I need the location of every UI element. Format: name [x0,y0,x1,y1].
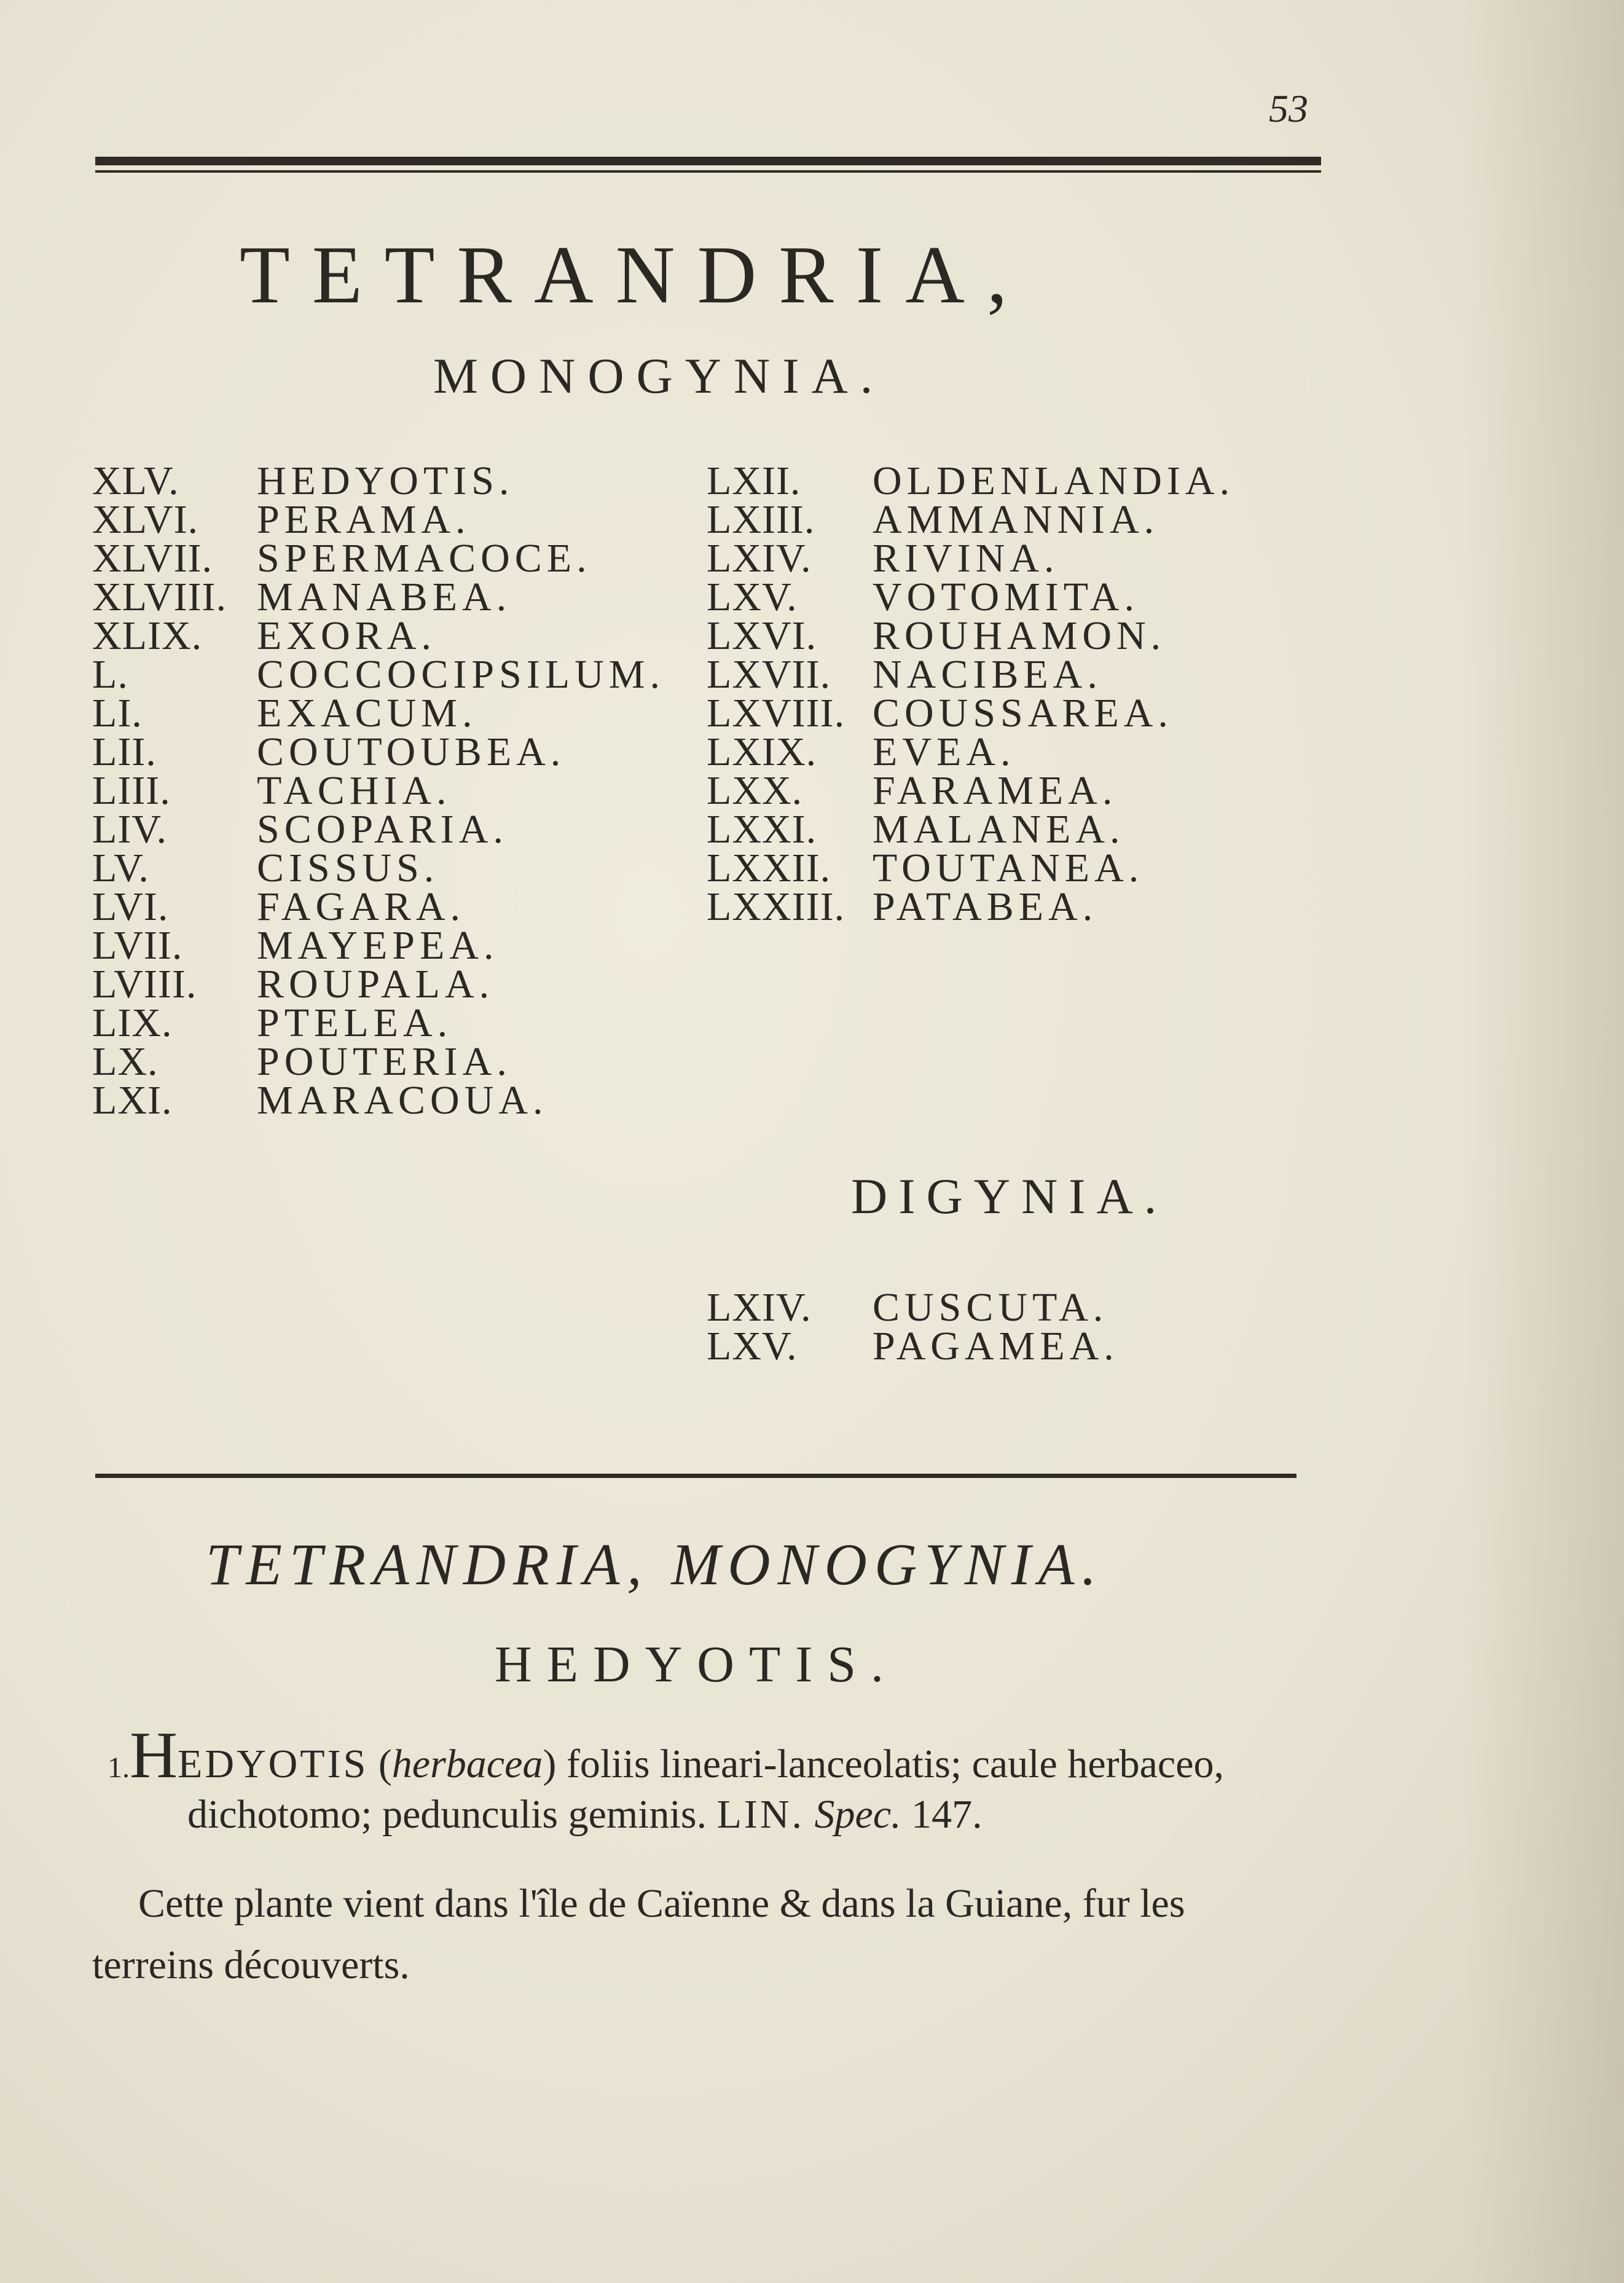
index-left-item-genus: FAGARA. [257,884,465,929]
entry-epithet: herbacea [391,1742,543,1786]
entry-number: 1. [108,1751,130,1784]
index-right-item-number: LXXII. [707,846,831,890]
index-right-item-genus: NACIBEA. [873,652,1102,697]
page-subtitle: MONOGYNIA. [433,348,885,404]
index-left-item-genus: MARACOUA. [257,1078,548,1123]
section-rule [95,1474,1296,1478]
index-right-item-genus: OLDENLANDIA. [873,458,1235,503]
entry-page-ref: 147. [901,1792,983,1837]
index-left-item-number: XLVII. [92,536,213,581]
index-left-item-genus: COCCOCIPSILUM. [257,652,665,697]
index-right-item-number: LXX. [707,768,803,813]
digynia-item-genus: PAGAMEA. [873,1324,1119,1369]
entry-genus-name: EDYOTIS [178,1742,369,1786]
index-left-item-number: LXI. [92,1078,173,1123]
index-right-item-number: LXV. [707,575,798,619]
index-left-item-genus: POUTERIA. [257,1039,512,1084]
index-left-item-number: LX. [92,1039,159,1084]
digynia-heading: DIGYNIA. [851,1168,1168,1224]
index-left-item-number: LII. [92,729,157,774]
entry-work: Spec. [814,1792,901,1837]
index-left-item-genus: EXACUM. [257,691,477,736]
entry-paren: ( [368,1742,392,1786]
header-rule [95,157,1321,165]
index-right-item-genus: VOTOMITA. [873,575,1139,619]
digynia-item-number: LXIV. [707,1285,812,1330]
index-left-item-number: LIII. [92,768,171,813]
index-right-item-genus: RIVINA. [873,536,1059,581]
index-left-item-number: LVII. [92,923,183,968]
index-left-item-genus: MAYEPEA. [257,923,499,968]
index-right-item-number: LXII. [707,458,801,503]
index-left-item-genus: SCOPARIA. [257,807,508,852]
index-left-item-genus: COUTOUBEA. [257,729,566,774]
index-right-item-genus: AMMANNIA. [873,497,1159,542]
index-right-item-genus: TOUTANEA. [873,846,1144,890]
index-right-item-number: LXVII. [707,652,831,697]
index-left-item-genus: PERAMA. [257,497,471,542]
index-left-item-number: LV. [92,846,149,890]
index-left-item-number: L. [92,652,128,697]
paragraph-line-2: terreins découverts. [92,1943,410,1987]
index-right-item-number: LXVIII. [707,691,845,736]
index-left-item-number: LIX. [92,1000,173,1045]
index-left-item-genus: SPERMACOCE. [257,536,592,581]
digynia-item-genus: CUSCUTA. [873,1285,1108,1330]
index-left-item-number: LVIII. [92,962,197,1007]
index-right-item-genus: EVEA. [873,729,1016,774]
genus-heading: HEDYOTIS. [495,1636,898,1693]
index-right-item-number: LXIII. [707,497,815,542]
header-rule-thin [95,170,1321,173]
index-right-item-number: LXXIII. [707,884,845,929]
entry-description-2: dichotomo; pedunculis geminis. [187,1792,717,1837]
index-left-item-number: XLVIII. [92,575,227,619]
index-left-item-genus: HEDYOTIS. [257,458,514,503]
index-right-item-genus: MALANEA. [873,807,1125,852]
index-right-item-genus: COUSSAREA. [873,691,1173,736]
page-title: TETRANDRIA, [240,229,1030,320]
index-left-item-number: XLVI. [92,497,199,542]
index-left-item-genus: CISSUS. [257,846,439,890]
index-left-item-number: LI. [92,691,143,736]
index-left-item-genus: TACHIA. [257,768,452,813]
index-left-item-number: XLIX. [92,613,203,658]
index-left-item-genus: MANABEA. [257,575,512,619]
index-left-item-number: LVI. [92,884,169,929]
index-left-item-genus: EXORA. [257,613,436,658]
index-left-item-number: XLV. [92,458,179,503]
index-right-item-number: LXXI. [707,807,817,852]
entry-initial: H [130,1719,178,1792]
index-right-item-number: LXVI. [707,613,817,658]
entry-author: LIN. [716,1792,805,1837]
page-shadow [1464,0,1624,2283]
entry-line-2 [187,1791,983,1838]
index-left-item-genus: PTELEA. [257,1000,453,1045]
paragraph-line-1: Cette plante vient dans l'île de Caïenne & dans la Guiane, fur les [138,1881,1185,1926]
entry-description: ) foliis lineari-lanceolatis; caule herbaceo, [543,1742,1225,1786]
index-right-item-genus: PATABEA. [873,884,1098,929]
index-right-item-genus: ROUHAMON. [873,613,1166,658]
index-right-item-genus: FARAMEA. [873,768,1118,813]
digynia-item-number: LXV. [707,1324,798,1369]
index-right-item-number: LXIV. [707,536,812,581]
index-left-item-genus: ROUPALA. [257,962,495,1007]
index-left-item-number: LIV. [92,807,167,852]
index-right-item-number: LXIX. [707,729,817,774]
page-number: 53 [1269,87,1308,130]
body-title: TETRANDRIA, MONOGYNIA. [206,1531,1104,1597]
entry-line-1 [108,1718,1224,1794]
